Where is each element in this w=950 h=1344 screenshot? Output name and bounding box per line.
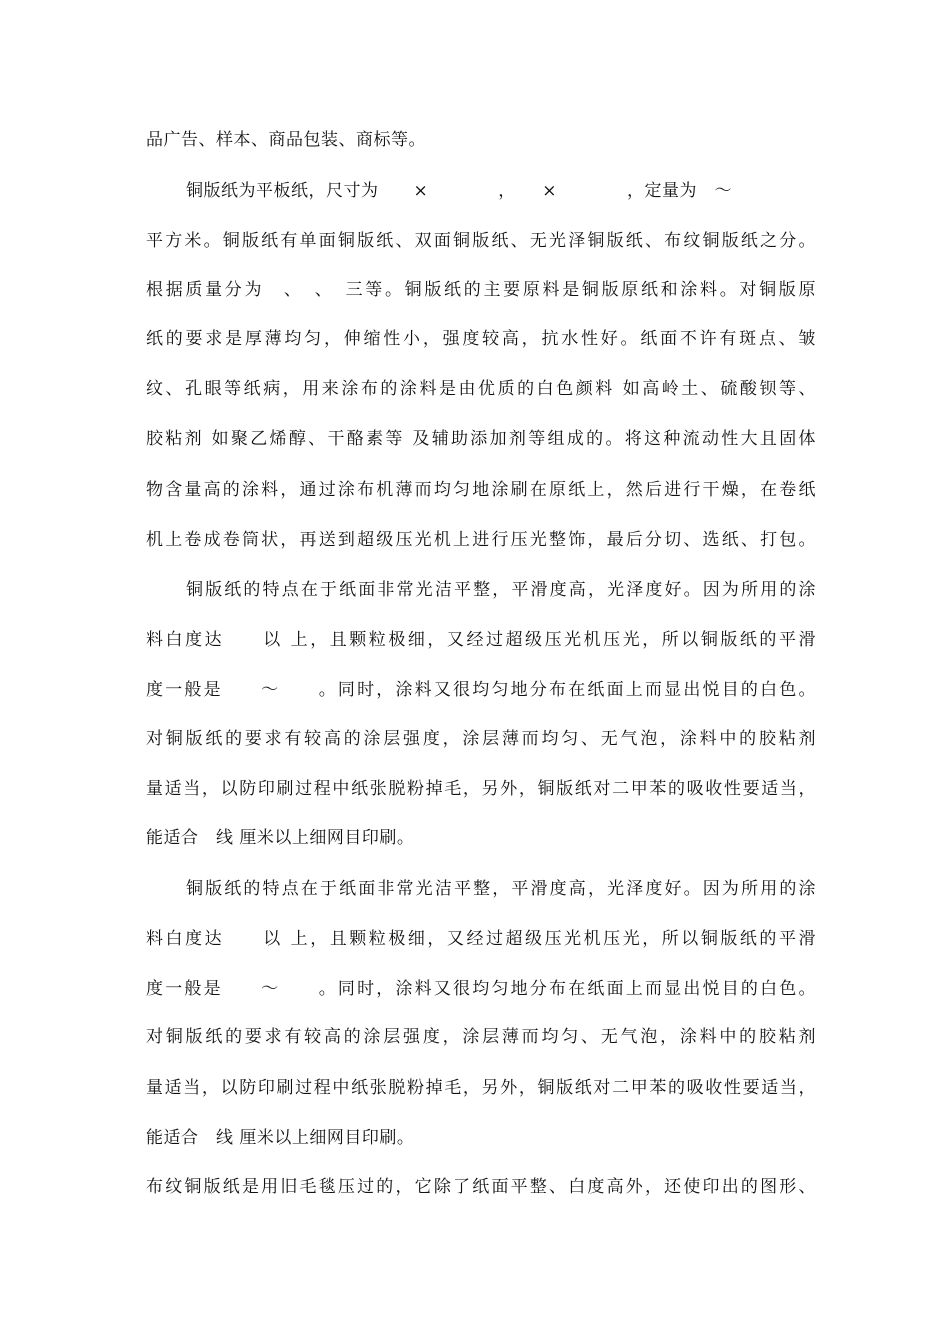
text-line: 机上卷成卷筒状，再送到超级压光机上进行压光整饰，最后分切、选纸、打包。 (146, 530, 816, 550)
text-line: 量适当，以防印刷过程中纸张脱粉掉毛，另外，铜版纸对二甲苯的吸收性要适当， (146, 779, 816, 799)
text-line: 平方米。铜版纸有单面铜版纸、双面铜版纸、无光泽铜版纸、布纹铜版纸之分。 (146, 231, 816, 251)
text-line: 对铜版纸的要求有较高的涂层强度，涂层薄而均匀、无气泡，涂料中的胶粘剂 (146, 729, 816, 749)
text-line: 铜版纸为平板纸，尺寸为 × ， × ，定量为 ～ (186, 181, 732, 201)
text-line: 铜版纸的特点在于纸面非常光洁平整，平滑度高，光泽度好。因为所用的涂 (186, 879, 816, 899)
text-line: 物含量高的涂料，通过涂布机薄而均匀地涂刷在原纸上，然后进行干燥，在卷纸 (146, 480, 816, 500)
text-line: 胶粘剂 如聚乙烯醇、干酪素等 及辅助添加剂等组成的。将这种流动性大且固体 (146, 429, 816, 449)
text-line: 料白度达 以 上，且颗粒极细，又经过超级压光机压光，所以铜版纸的平滑 (146, 929, 816, 949)
text-line: 铜版纸的特点在于纸面非常光洁平整，平滑度高，光泽度好。因为所用的涂 (186, 580, 816, 600)
text-line: 料白度达 以 上，且颗粒极细，又经过超级压光机压光，所以铜版纸的平滑 (146, 630, 816, 650)
text-line: 布纹铜版纸是用旧毛毯压过的，它除了纸面平整、白度高外，还使印出的图形、 (146, 1177, 816, 1197)
text-line: 对铜版纸的要求有较高的涂层强度，涂层薄而均匀、无气泡，涂料中的胶粘剂 (146, 1027, 816, 1047)
text-line: 品广告、样本、商品包装、商标等。 (146, 130, 426, 150)
text-line: 能适合 线 厘米以上细网目印刷。 (146, 1128, 415, 1148)
text-line: 纹、孔眼等纸病，用来涂布的涂料是由优质的白色颜料 如高岭土、硫酸钡等、 (146, 379, 816, 399)
text-line: 度一般是 ～ 。同时，涂料又很均匀地分布在纸面上而显出悦目的白色。 (146, 979, 816, 999)
text-line: 度一般是 ～ 。同时，涂料又很均匀地分布在纸面上而显出悦目的白色。 (146, 680, 816, 700)
text-line: 量适当，以防印刷过程中纸张脱粉掉毛，另外，铜版纸对二甲苯的吸收性要适当， (146, 1078, 816, 1098)
text-line: 能适合 线 厘米以上细网目印刷。 (146, 828, 415, 848)
text-line: 纸的要求是厚薄均匀，伸缩性小，强度较高，抗水性好。纸面不许有斑点、皱 (146, 329, 816, 349)
text-line: 根据质量分为 、 、 三等。铜版纸的主要原料是铜版原纸和涂料。对铜版原 (146, 280, 816, 300)
